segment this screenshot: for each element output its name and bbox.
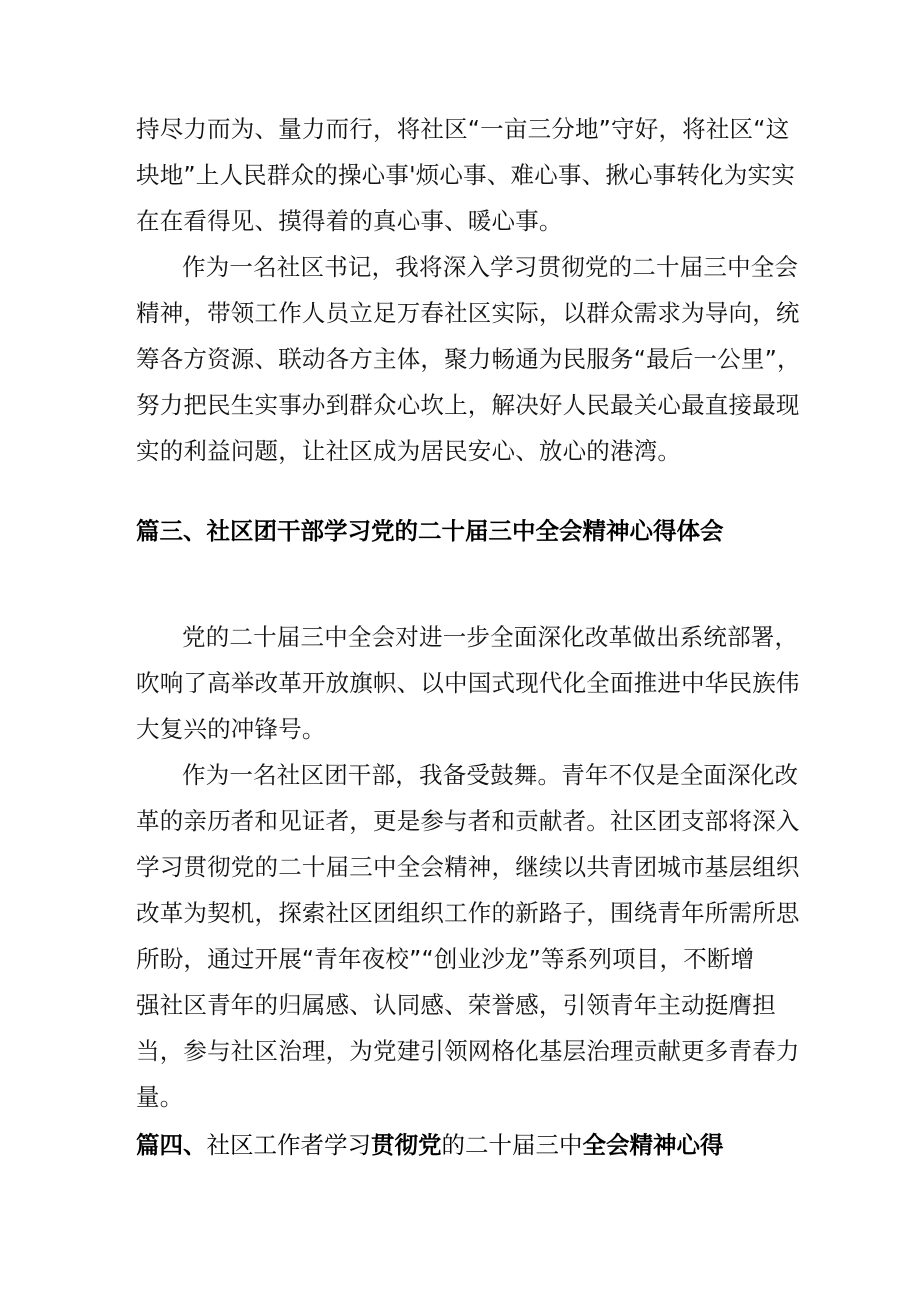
paragraph-line: 作为一名社区团干部，我备受鼓舞。青年不仅是全面深化改 xyxy=(182,761,799,789)
paragraph-line: 党的二十届三中全会对进一步全面深化改革做出系统部署， xyxy=(182,623,799,651)
heading-prefix: 篇四、 xyxy=(136,1131,207,1159)
paragraph-line: 大复兴的冲锋号。 xyxy=(136,715,326,743)
section-heading xyxy=(136,1128,724,1162)
paragraph-line: 吹响了高举改革开放旗帜、以中国式现代化全面推进中华民族伟 xyxy=(136,669,800,697)
paragraph-line: 所盼，通过开展“青年夜校”“创业沙龙”等系列项目，不断增 xyxy=(136,945,755,973)
heading-part: 社区工作者学习 xyxy=(206,1131,371,1159)
paragraph-line: 在在看得见、摸得着的真心事、暖心事。 xyxy=(136,207,563,235)
paragraph-line: 当，参与社区治理，为党建引领网格化基层治理贡献更多青春力 xyxy=(136,1037,800,1065)
paragraph-line: 块地”上人民群众的操心事'烦心事、难心事、揪心事转化为实实 xyxy=(136,161,795,189)
paragraph-line: 筹各方资源、联动各方主体，聚力畅通为民服务“最后一公里”， xyxy=(136,345,801,373)
heading-part: 贯彻党 xyxy=(371,1131,442,1159)
paragraph-line: 量。 xyxy=(136,1083,184,1111)
paragraph-line: 实的利益问题，让社区成为居民安心、放心的港湾。 xyxy=(136,437,682,465)
paragraph-line: 学习贯彻党的二十届三中全会精神，继续以共青团城市基层组织 xyxy=(136,853,800,881)
section-heading: 篇三、社区团干部学习党的二十届三中全会精神心得体会 xyxy=(136,517,724,545)
paragraph-line: 作为一名社区书记，我将深入学习贯彻党的二十届三中全会 xyxy=(182,253,799,281)
paragraph-line: 精神，带领工作人员立足万春社区实际，以群众需求为导向，统 xyxy=(136,299,800,327)
heading-part: 全会精神心得 xyxy=(582,1131,724,1159)
paragraph-line: 改革为契机，探索社区团组织工作的新路子，围绕青年所需所思 xyxy=(136,899,800,927)
paragraph-line: 努力把民生实事办到群众心坎上，解决好人民最关心最直接最现 xyxy=(136,391,800,419)
paragraph-line: 革的亲历者和见证者，更是参与者和贡献者。社区团支部将深入 xyxy=(136,807,800,835)
paragraph-line: 强社区青年的归属感、认同感、荣誉感，引领青年主动挺膺担 xyxy=(136,991,776,1019)
heading-part: 的二十届三中 xyxy=(441,1131,583,1159)
paragraph-line: 持尽力而为、量力而行，将社区“一亩三分地”守好，将社区“这 xyxy=(136,115,790,143)
